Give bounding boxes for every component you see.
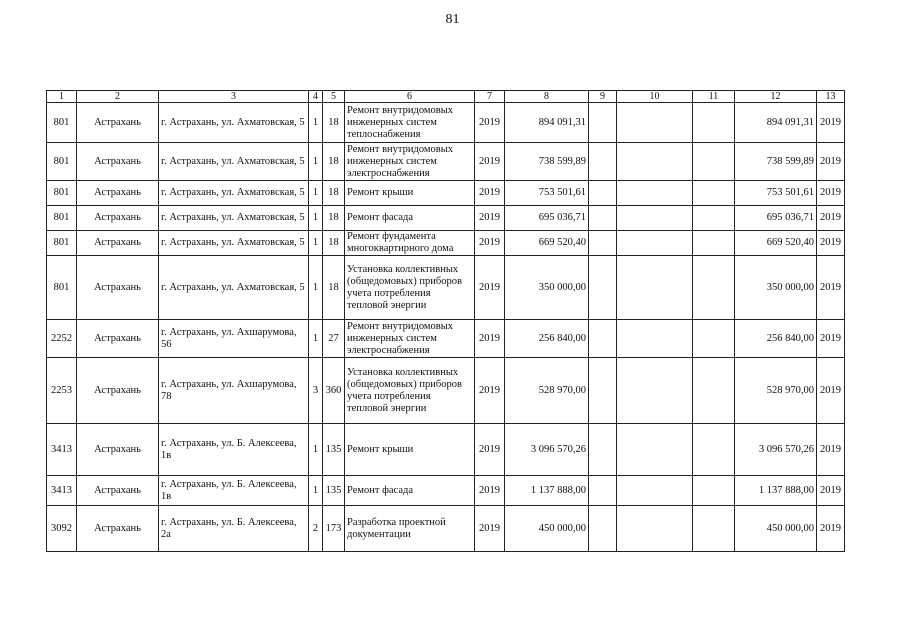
cell-cost: 256 840,00 xyxy=(505,320,589,358)
cell-id: 801 xyxy=(47,231,77,256)
cell-year: 2019 xyxy=(475,476,505,506)
cell-col11 xyxy=(693,424,735,476)
cell-col5: 173 xyxy=(323,506,345,552)
cell-id: 2252 xyxy=(47,320,77,358)
table-row xyxy=(47,143,845,181)
cell-address: г. Астрахань, ул. Ахматовская, 5 xyxy=(159,143,309,181)
cell-total: 738 599,89 xyxy=(735,143,817,181)
cell-col10 xyxy=(617,206,693,231)
table-row xyxy=(47,231,845,256)
cell-id: 3092 xyxy=(47,506,77,552)
cell-col11 xyxy=(693,143,735,181)
cell-work: Ремонт внутридомовых инженерных систем электроснабжения xyxy=(345,143,475,181)
cell-end-year: 2019 xyxy=(817,181,845,206)
cell-total: 753 501,61 xyxy=(735,181,817,206)
cell-work: Ремонт внутридомовых инженерных систем теплоснабжения xyxy=(345,103,475,143)
cell-id: 801 xyxy=(47,256,77,320)
cell-year: 2019 xyxy=(475,231,505,256)
cell-col4: 3 xyxy=(309,358,323,424)
cell-year: 2019 xyxy=(475,143,505,181)
cell-col9 xyxy=(589,424,617,476)
cell-col5: 18 xyxy=(323,103,345,143)
cell-end-year: 2019 xyxy=(817,231,845,256)
cell-city: Астрахань xyxy=(77,181,159,206)
cell-col10 xyxy=(617,103,693,143)
cell-total: 695 036,71 xyxy=(735,206,817,231)
cell-col5: 135 xyxy=(323,424,345,476)
cell-col4: 1 xyxy=(309,231,323,256)
cell-end-year: 2019 xyxy=(817,143,845,181)
cell-col9 xyxy=(589,476,617,506)
cell-col5: 360 xyxy=(323,358,345,424)
cell-col11 xyxy=(693,103,735,143)
cell-year: 2019 xyxy=(475,181,505,206)
cell-col4: 1 xyxy=(309,143,323,181)
cell-work: Ремонт крыши xyxy=(345,181,475,206)
cell-col9 xyxy=(589,181,617,206)
column-header: 11 xyxy=(693,91,735,103)
cell-total: 3 096 570,26 xyxy=(735,424,817,476)
table-row xyxy=(47,256,845,320)
cell-total: 1 137 888,00 xyxy=(735,476,817,506)
cell-city: Астрахань xyxy=(77,256,159,320)
cell-col4: 1 xyxy=(309,476,323,506)
cell-col5: 27 xyxy=(323,320,345,358)
cell-city: Астрахань xyxy=(77,424,159,476)
cell-total: 256 840,00 xyxy=(735,320,817,358)
cell-col9 xyxy=(589,103,617,143)
cell-work: Ремонт фасада xyxy=(345,206,475,231)
cell-end-year: 2019 xyxy=(817,256,845,320)
cell-col10 xyxy=(617,424,693,476)
cell-work: Ремонт крыши xyxy=(345,424,475,476)
cell-address: г. Астрахань, ул. Ахматовская, 5 xyxy=(159,103,309,143)
cell-cost: 669 520,40 xyxy=(505,231,589,256)
cell-end-year: 2019 xyxy=(817,206,845,231)
table-row xyxy=(47,320,845,358)
cell-address: г. Астрахань, ул. Ахматовская, 5 xyxy=(159,181,309,206)
cell-col4: 1 xyxy=(309,320,323,358)
cell-col11 xyxy=(693,358,735,424)
cell-id: 2253 xyxy=(47,358,77,424)
cell-col11 xyxy=(693,476,735,506)
cell-year: 2019 xyxy=(475,358,505,424)
cell-col5: 135 xyxy=(323,476,345,506)
cell-work: Ремонт фундамента многоквартирного дома xyxy=(345,231,475,256)
cell-col10 xyxy=(617,231,693,256)
cell-address: г. Астрахань, ул. Б. Алексеева, 1в xyxy=(159,424,309,476)
header-row xyxy=(47,91,845,103)
cell-col4: 1 xyxy=(309,256,323,320)
cell-work: Установка коллективных (общедомовых) приборов учета потребления тепловой энергии xyxy=(345,256,475,320)
cell-cost: 753 501,61 xyxy=(505,181,589,206)
cell-col11 xyxy=(693,181,735,206)
cell-work: Ремонт фасада xyxy=(345,476,475,506)
cell-year: 2019 xyxy=(475,103,505,143)
cell-col10 xyxy=(617,143,693,181)
cell-col5: 18 xyxy=(323,181,345,206)
column-header: 5 xyxy=(323,91,345,103)
cell-cost: 894 091,31 xyxy=(505,103,589,143)
column-header: 1 xyxy=(47,91,77,103)
cell-id: 801 xyxy=(47,143,77,181)
cell-address: г. Астрахань, ул. Б. Алексеева, 2а xyxy=(159,506,309,552)
table-body xyxy=(47,103,845,552)
cell-cost: 350 000,00 xyxy=(505,256,589,320)
cell-end-year: 2019 xyxy=(817,506,845,552)
cell-city: Астрахань xyxy=(77,506,159,552)
cell-col11 xyxy=(693,206,735,231)
column-header: 9 xyxy=(589,91,617,103)
cell-col11 xyxy=(693,320,735,358)
table-row xyxy=(47,181,845,206)
cell-end-year: 2019 xyxy=(817,103,845,143)
cell-city: Астрахань xyxy=(77,320,159,358)
cell-col5: 18 xyxy=(323,143,345,181)
cell-total: 894 091,31 xyxy=(735,103,817,143)
cell-year: 2019 xyxy=(475,424,505,476)
cell-cost: 695 036,71 xyxy=(505,206,589,231)
cell-total: 450 000,00 xyxy=(735,506,817,552)
cell-col11 xyxy=(693,231,735,256)
cell-id: 3413 xyxy=(47,424,77,476)
column-header: 3 xyxy=(159,91,309,103)
cell-cost: 450 000,00 xyxy=(505,506,589,552)
cell-total: 669 520,40 xyxy=(735,231,817,256)
cell-end-year: 2019 xyxy=(817,320,845,358)
cell-city: Астрахань xyxy=(77,358,159,424)
cell-col4: 1 xyxy=(309,103,323,143)
cell-work: Установка коллективных (общедомовых) приборов учета потребления тепловой энергии xyxy=(345,358,475,424)
cell-address: г. Астрахань, ул. Б. Алексеева, 1в xyxy=(159,476,309,506)
column-header: 6 xyxy=(345,91,475,103)
cell-col11 xyxy=(693,256,735,320)
cell-total: 528 970,00 xyxy=(735,358,817,424)
column-header: 13 xyxy=(817,91,845,103)
cell-col4: 1 xyxy=(309,206,323,231)
cell-col10 xyxy=(617,256,693,320)
cell-col9 xyxy=(589,206,617,231)
cell-city: Астрахань xyxy=(77,231,159,256)
cell-id: 3413 xyxy=(47,476,77,506)
cell-year: 2019 xyxy=(475,206,505,231)
table-row xyxy=(47,506,845,552)
cell-city: Астрахань xyxy=(77,103,159,143)
repair-program-table xyxy=(46,90,845,552)
table-row xyxy=(47,206,845,231)
column-header: 10 xyxy=(617,91,693,103)
cell-year: 2019 xyxy=(475,256,505,320)
table-row xyxy=(47,424,845,476)
cell-work: Ремонт внутридомовых инженерных систем электроснабжения xyxy=(345,320,475,358)
cell-col10 xyxy=(617,320,693,358)
cell-col9 xyxy=(589,358,617,424)
cell-city: Астрахань xyxy=(77,206,159,231)
table-row xyxy=(47,103,845,143)
cell-col4: 1 xyxy=(309,424,323,476)
column-header: 12 xyxy=(735,91,817,103)
cell-city: Астрахань xyxy=(77,476,159,506)
cell-city: Астрахань xyxy=(77,143,159,181)
cell-col5: 18 xyxy=(323,256,345,320)
cell-address: г. Астрахань, ул. Ахшарумова, 78 xyxy=(159,358,309,424)
table-row xyxy=(47,358,845,424)
column-header: 4 xyxy=(309,91,323,103)
cell-address: г. Астрахань, ул. Ахматовская, 5 xyxy=(159,206,309,231)
cell-address: г. Астрахань, ул. Ахматовская, 5 xyxy=(159,231,309,256)
cell-col4: 2 xyxy=(309,506,323,552)
cell-col9 xyxy=(589,231,617,256)
cell-end-year: 2019 xyxy=(817,424,845,476)
cell-col5: 18 xyxy=(323,206,345,231)
cell-total: 350 000,00 xyxy=(735,256,817,320)
cell-col10 xyxy=(617,181,693,206)
column-header: 8 xyxy=(505,91,589,103)
cell-cost: 738 599,89 xyxy=(505,143,589,181)
cell-end-year: 2019 xyxy=(817,476,845,506)
cell-col9 xyxy=(589,320,617,358)
cell-col9 xyxy=(589,143,617,181)
cell-col10 xyxy=(617,358,693,424)
cell-year: 2019 xyxy=(475,320,505,358)
column-header: 7 xyxy=(475,91,505,103)
cell-work: Разработка проектной документации xyxy=(345,506,475,552)
cell-col11 xyxy=(693,506,735,552)
cell-id: 801 xyxy=(47,103,77,143)
cell-address: г. Астрахань, ул. Ахшарумова, 56 xyxy=(159,320,309,358)
cell-id: 801 xyxy=(47,181,77,206)
cell-col9 xyxy=(589,506,617,552)
column-header: 2 xyxy=(77,91,159,103)
cell-col10 xyxy=(617,506,693,552)
table-row xyxy=(47,476,845,506)
cell-cost: 528 970,00 xyxy=(505,358,589,424)
cell-col10 xyxy=(617,476,693,506)
cell-col5: 18 xyxy=(323,231,345,256)
cell-id: 801 xyxy=(47,206,77,231)
cell-col4: 1 xyxy=(309,181,323,206)
cell-cost: 1 137 888,00 xyxy=(505,476,589,506)
page-number: 81 xyxy=(445,12,460,27)
cell-address: г. Астрахань, ул. Ахматовская, 5 xyxy=(159,256,309,320)
cell-col9 xyxy=(589,256,617,320)
cell-cost: 3 096 570,26 xyxy=(505,424,589,476)
cell-year: 2019 xyxy=(475,506,505,552)
cell-end-year: 2019 xyxy=(817,358,845,424)
